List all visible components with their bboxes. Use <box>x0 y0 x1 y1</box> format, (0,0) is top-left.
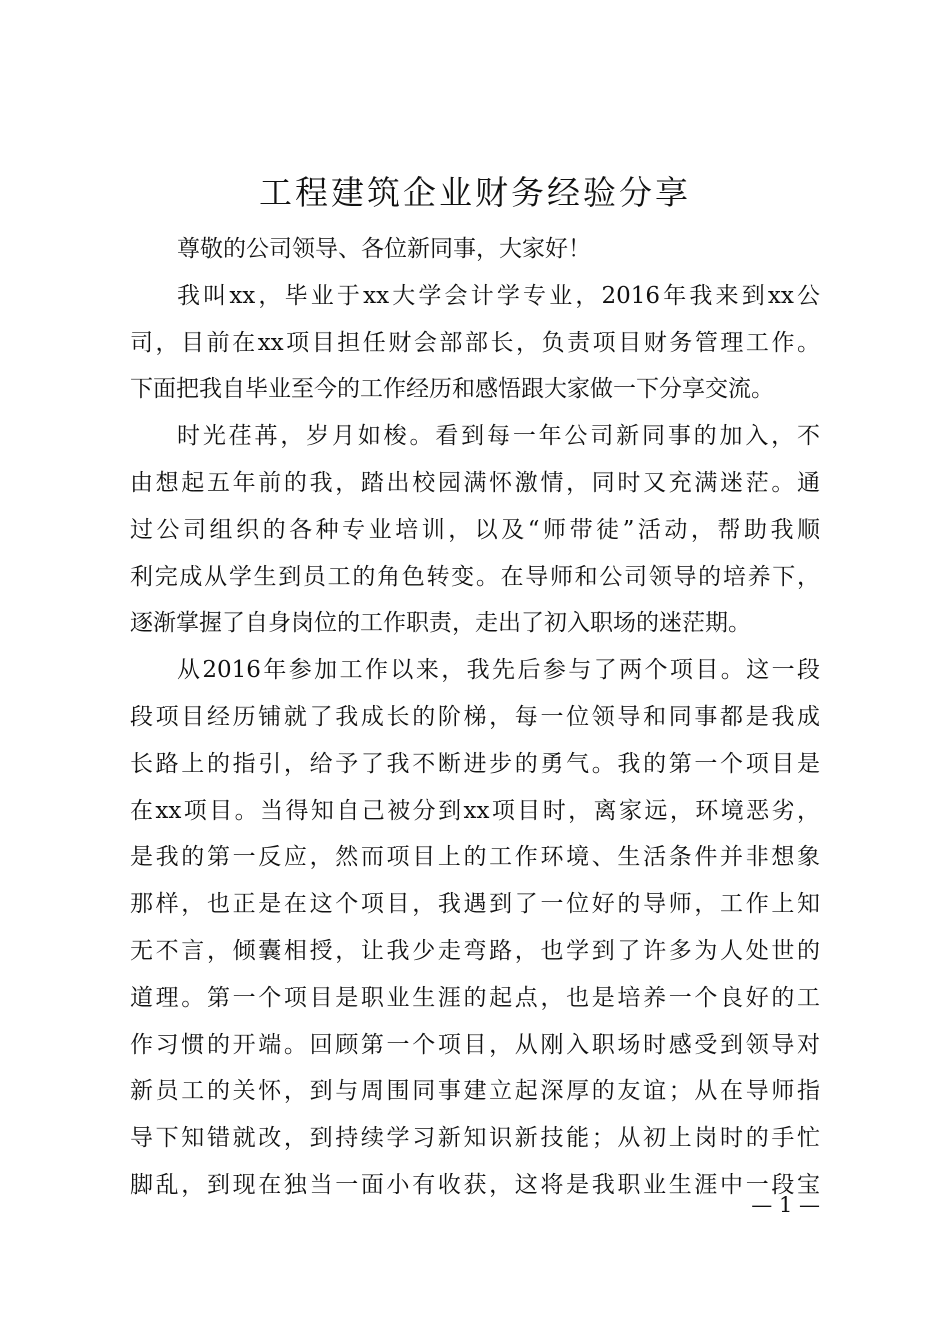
paragraph-1-line-2: 司，目前在xx项目担任财会部部长，负责项目财务管理工作。 <box>130 329 820 356</box>
paragraph-3-line-12: 脚乱，到现在独当一面小有收获，这将是我职业生涯中一段宝 <box>130 1171 820 1198</box>
paragraph-2-line-2: 由想起五年前的我，踏出校园满怀激情，同时又充满迷茫。通 <box>130 469 820 496</box>
paragraph-3-line-6: 那样，也正是在这个项目，我遇到了一位好的导师，工作上知 <box>130 891 820 918</box>
paragraph-1-line-3: 下面把我自毕业至今的工作经历和感悟跟大家做一下分享交流。 <box>130 376 774 403</box>
paragraph-3-line-1: 从2016年参加工作以来，我先后参与了两个项目。这一段 <box>177 657 820 684</box>
paragraph-2-line-3: 过公司组织的各种专业培训，以及“师带徒”活动，帮助我顺 <box>130 516 820 543</box>
page-number: — 1 — <box>751 1193 820 1217</box>
greeting-line: 尊敬的公司领导、各位新同事，大家好！ <box>177 236 591 262</box>
paragraph-3-line-9: 作习惯的开端。回顾第一个项目，从刚入职场时感受到领导对 <box>130 1031 820 1058</box>
document-body <box>130 226 820 1209</box>
paragraph-3-line-4: 在xx项目。当得知自己被分到xx项目时，离家远，环境恶劣， <box>130 797 820 824</box>
paragraph-3-line-7: 无不言，倾囊相授，让我少走弯路，也学到了许多为人处世的 <box>130 937 820 964</box>
paragraph-3-line-11: 导下知错就改，到持续学习新知识新技能；从初上岗时的手忙 <box>130 1125 820 1152</box>
paragraph-3-line-5: 是我的第一反应，然而项目上的工作环境、生活条件并非想象 <box>130 844 820 871</box>
paragraph-2-line-5: 逐渐掌握了自身岗位的工作职责，走出了初入职场的迷茫期。 <box>130 610 751 637</box>
paragraph-1-line-1: 我叫xx，毕业于xx大学会计学专业，2016年我来到xx公 <box>177 282 820 309</box>
paragraph-3-line-2: 段项目经历铺就了我成长的阶梯，每一位领导和同事都是我成 <box>130 703 820 730</box>
paragraph-3-line-3: 长路上的指引，给予了我不断进步的勇气。我的第一个项目是 <box>130 750 820 777</box>
paragraph-3-line-8: 道理。第一个项目是职业生涯的起点，也是培养一个良好的工 <box>130 984 820 1011</box>
paragraph-2-line-4: 利完成从学生到员工的角色转变。在导师和公司领导的培养下， <box>130 563 820 590</box>
paragraph-3-line-10: 新员工的关怀，到与周围同事建立起深厚的友谊；从在导师指 <box>130 1078 820 1105</box>
document-title: 工程建筑企业财务经验分享 <box>259 173 691 212</box>
paragraph-2-line-1: 时光荏苒，岁月如梭。看到每一年公司新同事的加入，不 <box>177 423 820 450</box>
